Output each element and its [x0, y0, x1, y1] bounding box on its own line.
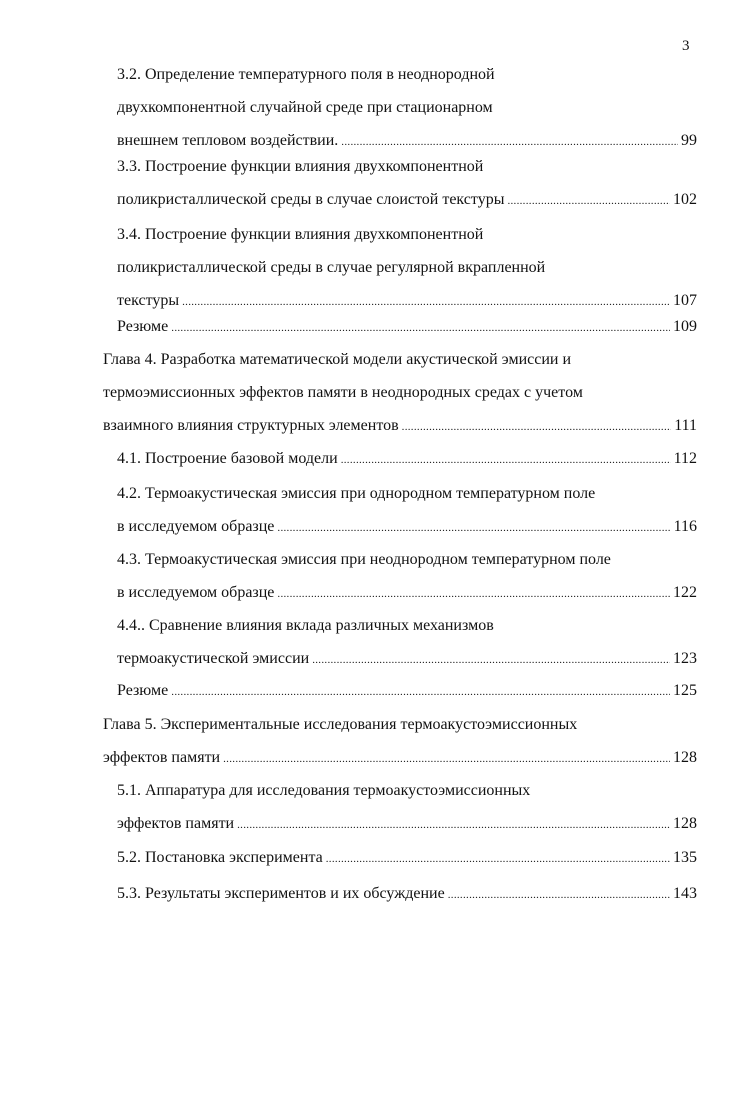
- toc-entry-last-line: [117, 183, 697, 216]
- toc-entry-text: термоэмиссионных эффектов памяти в неоднородных средах с учетом: [103, 384, 583, 401]
- toc-entry-last-line: [117, 442, 697, 475]
- toc-page-number: 111: [674, 417, 697, 434]
- dot-leader: [223, 743, 670, 776]
- toc-page-number: 102: [673, 191, 697, 208]
- toc-page-number: 99: [681, 132, 697, 149]
- dot-leader: [277, 512, 670, 545]
- toc-entry-text: эффектов памяти: [103, 749, 221, 766]
- toc-entry-last-line: [117, 841, 697, 874]
- dot-leader: [312, 644, 670, 677]
- toc-page-number: 123: [673, 650, 697, 667]
- toc-entry-text: в исследуемом образце: [117, 518, 275, 535]
- toc-entry-text: поликристаллической среды в случае слоистой текстуры: [117, 191, 505, 208]
- toc-entry-last-line: [117, 877, 697, 910]
- toc-entry-5-3: [117, 877, 697, 910]
- dot-leader: [507, 185, 670, 218]
- toc-entry-text: Глава 5. Экспериментальные исследования термоакустоэмиссионных: [103, 716, 578, 733]
- toc-entry-4-3: [117, 543, 697, 609]
- dot-leader: [237, 809, 670, 842]
- toc-entry-last-line: [103, 409, 697, 442]
- toc-entry-last-line: [103, 741, 697, 774]
- toc-entry-text: 4.3. Термоакустическая эмиссия при неоднородном температурном поле: [117, 551, 611, 568]
- page-number: 3: [682, 38, 690, 54]
- toc-entry-last-line: [117, 310, 697, 343]
- toc-page-number: 122: [673, 584, 697, 601]
- toc-entry-text: термоакустической эмиссии: [117, 650, 310, 667]
- dot-leader: [171, 312, 670, 345]
- toc-entry-last-line: [117, 576, 697, 609]
- toc-page-number: 109: [673, 318, 697, 335]
- toc-entry-3-4: [117, 218, 697, 317]
- toc-page-number: 143: [673, 885, 697, 902]
- toc-entry-text: внешнем тепловом воздействии.: [117, 132, 339, 149]
- dot-leader: [326, 843, 670, 876]
- toc-entry-last-line: [117, 510, 697, 543]
- toc-entry-last-line: [117, 807, 697, 840]
- toc-page-number: 128: [673, 815, 697, 832]
- toc-entry-text: в исследуемом образце: [117, 584, 275, 601]
- toc-entry-text: 3.2. Определение температурного поля в неоднородной: [117, 66, 495, 83]
- toc-entry-text: Резюме: [117, 318, 169, 335]
- toc-entry-last-line: [117, 642, 697, 675]
- toc-entry-text: взаимного влияния структурных элементов: [103, 417, 399, 434]
- toc-entry-text: поликристаллической среды в случае регулярной вкрапленной: [117, 259, 546, 276]
- toc-entry-text: 5.1. Аппаратура для исследования термоакустоэмиссионных: [117, 782, 531, 799]
- toc-entry-chapter-4: [103, 343, 697, 442]
- toc-entry-4-1: [117, 442, 697, 475]
- toc-entry-5-2: [117, 841, 697, 874]
- toc-entry-text: Резюме: [117, 682, 169, 699]
- dot-leader: [402, 411, 672, 444]
- dot-leader: [448, 879, 670, 912]
- toc-entry-text: Глава 4. Разработка математической модели акустической эмиссии и: [103, 351, 572, 368]
- dot-leader: [277, 578, 670, 611]
- toc-entry-5-1: [117, 774, 697, 840]
- toc-entry-last-line: [117, 674, 697, 707]
- toc-page-number: 128: [673, 749, 697, 766]
- toc-entry-3-2: [117, 58, 697, 157]
- toc-entry-text: 5.2. Постановка эксперимента: [117, 849, 323, 866]
- toc-page-number: 116: [673, 518, 697, 535]
- dot-leader: [341, 444, 671, 477]
- toc-entry-text: текстуры: [117, 292, 180, 309]
- toc-page-number: 135: [673, 849, 697, 866]
- toc-entry-3-3: [117, 150, 697, 216]
- toc-page-number: 125: [673, 682, 697, 699]
- toc-page-number: 107: [673, 292, 697, 309]
- dot-leader: [171, 676, 670, 709]
- toc-entry-4-4: [117, 609, 697, 675]
- toc-entry-text: двухкомпонентной случайной среде при стационарном: [117, 99, 493, 116]
- toc-entry-text: 3.3. Построение функции влияния двухкомпонентной: [117, 158, 484, 175]
- toc-entry-text: эффектов памяти: [117, 815, 235, 832]
- toc-entry-summary-4: [117, 674, 697, 707]
- toc-entry-text: 3.4. Построение функции влияния двухкомпонентной: [117, 226, 484, 243]
- toc-entry-text: 5.3. Результаты экспериментов и их обсуждение: [117, 885, 445, 902]
- toc-entry-text: 4.1. Построение базовой модели: [117, 450, 338, 467]
- toc-page-number: 112: [673, 450, 697, 467]
- toc-entry-chapter-5: [103, 708, 697, 774]
- toc-entry-summary-3: [117, 310, 697, 343]
- toc-entry-text: 4.4.. Сравнение влияния вклада различных механизмов: [117, 617, 494, 634]
- toc-entry-4-2: [117, 477, 697, 543]
- toc-entry-text: 4.2. Термоакустическая эмиссия при однородном температурном поле: [117, 485, 596, 502]
